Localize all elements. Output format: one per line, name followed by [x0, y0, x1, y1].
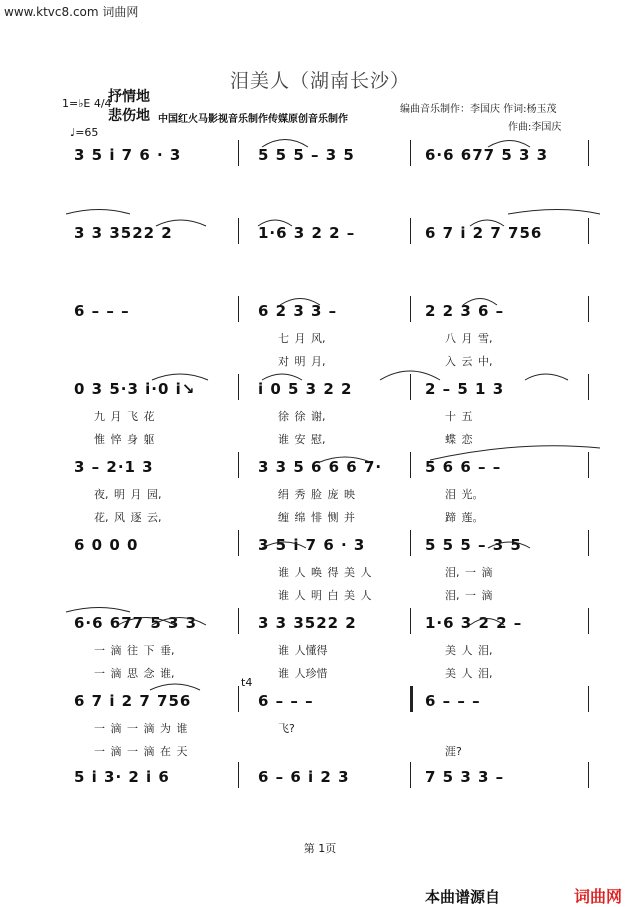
measure-notes: 3 3 3522 2 — [74, 224, 173, 242]
measure-notes: 6 2 3 3 – — [258, 302, 338, 320]
lyric-text: 泪, 一 滴 — [445, 589, 493, 602]
measure-notes: 6 – – – — [74, 302, 130, 320]
bar-line — [238, 452, 239, 478]
measure-notes: 3 3 3522 2 — [258, 614, 357, 632]
lyric-text: 谁 人 唤 得 美 人 — [278, 566, 372, 579]
lyric-text: 泪 光。 — [445, 488, 484, 501]
lyric-text: 谁 人懂得 — [278, 644, 328, 657]
bar-line — [410, 140, 411, 166]
bar-line — [588, 296, 589, 322]
measure-notes: 6 – – – — [258, 692, 314, 710]
repeat-label: t4 — [241, 676, 253, 689]
lyric-text: 入 云 中, — [445, 355, 493, 368]
measure-notes: 3 5 i 7 6 · 3 — [258, 536, 366, 554]
measure-notes: 6·6 677 5 3 3 — [425, 146, 549, 164]
mood-marking-2: 悲伤地 — [108, 108, 150, 124]
measure-notes: 3 – 2·1 3 — [74, 458, 154, 476]
bar-line — [588, 218, 589, 244]
bar-line — [588, 140, 589, 166]
bar-line — [410, 452, 411, 478]
bar-line — [410, 686, 413, 712]
measure-notes: 5 5 5 – 3 5 — [258, 146, 355, 164]
bar-line — [410, 530, 411, 556]
bar-line — [238, 530, 239, 556]
measure-notes: 6 – 6 i 2 3 — [258, 768, 350, 786]
bar-line — [588, 374, 589, 400]
lyric-text: 谁 人 明 白 美 人 — [278, 589, 372, 602]
credits-line-1: 编曲音乐制作：李国庆 作词:杨玉茂 — [400, 104, 557, 115]
lyric-text: 徐 徐 谢, — [278, 410, 326, 423]
lyric-text: 一 滴 往 下 垂, — [94, 644, 175, 657]
lyric-text: 蝶 恋 — [445, 433, 473, 446]
bar-line — [410, 374, 411, 400]
bar-line — [238, 374, 239, 400]
measure-notes: 5 i 3· 2 i 6 — [74, 768, 170, 786]
lyric-text: 惟 悴 身 躯 — [94, 433, 155, 446]
lyric-text: 谁 人珍惜 — [278, 667, 328, 680]
measure-notes: 5 5 5 – 3 5 — [425, 536, 522, 554]
lyric-text: 泪, 一 滴 — [445, 566, 493, 579]
lyric-text: 一 滴 思 念 谁, — [94, 667, 175, 680]
bar-line — [238, 686, 239, 712]
measure-notes: 6 7 i 2 7 756 — [74, 692, 192, 710]
measure-notes: 7 5 3 3 – — [425, 768, 505, 786]
bar-line — [588, 452, 589, 478]
credits-line-2: 作曲:李国庆 — [508, 122, 562, 133]
measure-notes: 0 3 5·3 i·0 i↘ — [74, 380, 196, 398]
bar-line — [238, 218, 239, 244]
measure-notes: 6 7 i 2 7 756 — [425, 224, 543, 242]
measure-notes: 6·6 677 5 3 3 — [74, 614, 198, 632]
bar-line — [410, 608, 411, 634]
bar-line — [410, 296, 411, 322]
bar-line — [410, 762, 411, 788]
bar-line — [238, 296, 239, 322]
measure-notes: 3 3 5 6 6 6 7· — [258, 458, 383, 476]
lyric-text: 对 明 月, — [278, 355, 326, 368]
brand-logo-text: 词曲网 — [574, 887, 623, 906]
lyric-text: 缠 绵 悱 恻 并 — [278, 511, 355, 524]
measure-notes: 2 – 5 1 3 — [425, 380, 505, 398]
bar-line — [238, 140, 239, 166]
bar-line — [238, 762, 239, 788]
lyric-text: 七 月 风, — [278, 332, 326, 345]
lyric-text: 九 月 飞 花 — [94, 410, 155, 423]
lyric-text: 夜, 明 月 园, — [94, 488, 162, 501]
mood-marking-1: 抒情地 — [108, 89, 150, 105]
measure-notes: 3 5 i 7 6 · 3 — [74, 146, 182, 164]
measure-notes: i 0 5 3 2 2 — [258, 380, 353, 398]
lyric-text: 绢 秀 脸 庞 映 — [278, 488, 355, 501]
bar-line — [588, 686, 589, 712]
bar-line — [588, 608, 589, 634]
bar-line — [588, 530, 589, 556]
measure-notes: 1·6 3 2 2 – — [425, 614, 523, 632]
source-label: 本曲谱源自 — [425, 888, 501, 906]
measure-notes: 6 0 0 0 — [74, 536, 139, 554]
measure-notes: 5 6 6 – – — [425, 458, 502, 476]
lyric-text: 八 月 雪, — [445, 332, 493, 345]
key-signature: 1=♭E 4/4 — [62, 97, 112, 110]
lyric-text: 十 五 — [445, 410, 473, 423]
measure-notes: 6 – – – — [425, 692, 481, 710]
measure-notes: 2 2 3 6 – — [425, 302, 505, 320]
producer-line: 中国红火马影视音乐制作传媒原创音乐制作 — [158, 114, 348, 125]
site-watermark: www.ktvc8.com 词曲网 — [4, 5, 139, 19]
lyric-text: 一 滴 一 滴 为 谁 — [94, 722, 188, 735]
page-number: 第 1页 — [303, 842, 337, 855]
lyric-text: 涯? — [445, 745, 462, 758]
lyric-text: 谁 安 慰, — [278, 433, 326, 446]
song-title: 泪美人（湖南长沙） — [229, 70, 410, 92]
tempo-marking: ♩=65 — [70, 126, 99, 139]
bar-line — [588, 762, 589, 788]
lyric-text: 一 滴 一 滴 在 天 — [94, 745, 188, 758]
lyric-text: 花, 风 逐 云, — [94, 511, 162, 524]
bar-line — [410, 218, 411, 244]
lyric-text: 美 人 泪, — [445, 667, 493, 680]
lyric-text: 蹄 莲。 — [445, 511, 484, 524]
lyric-text: 美 人 泪, — [445, 644, 493, 657]
measure-notes: 1·6 3 2 2 – — [258, 224, 356, 242]
lyric-text: 飞? — [278, 722, 295, 735]
bar-line — [238, 608, 239, 634]
